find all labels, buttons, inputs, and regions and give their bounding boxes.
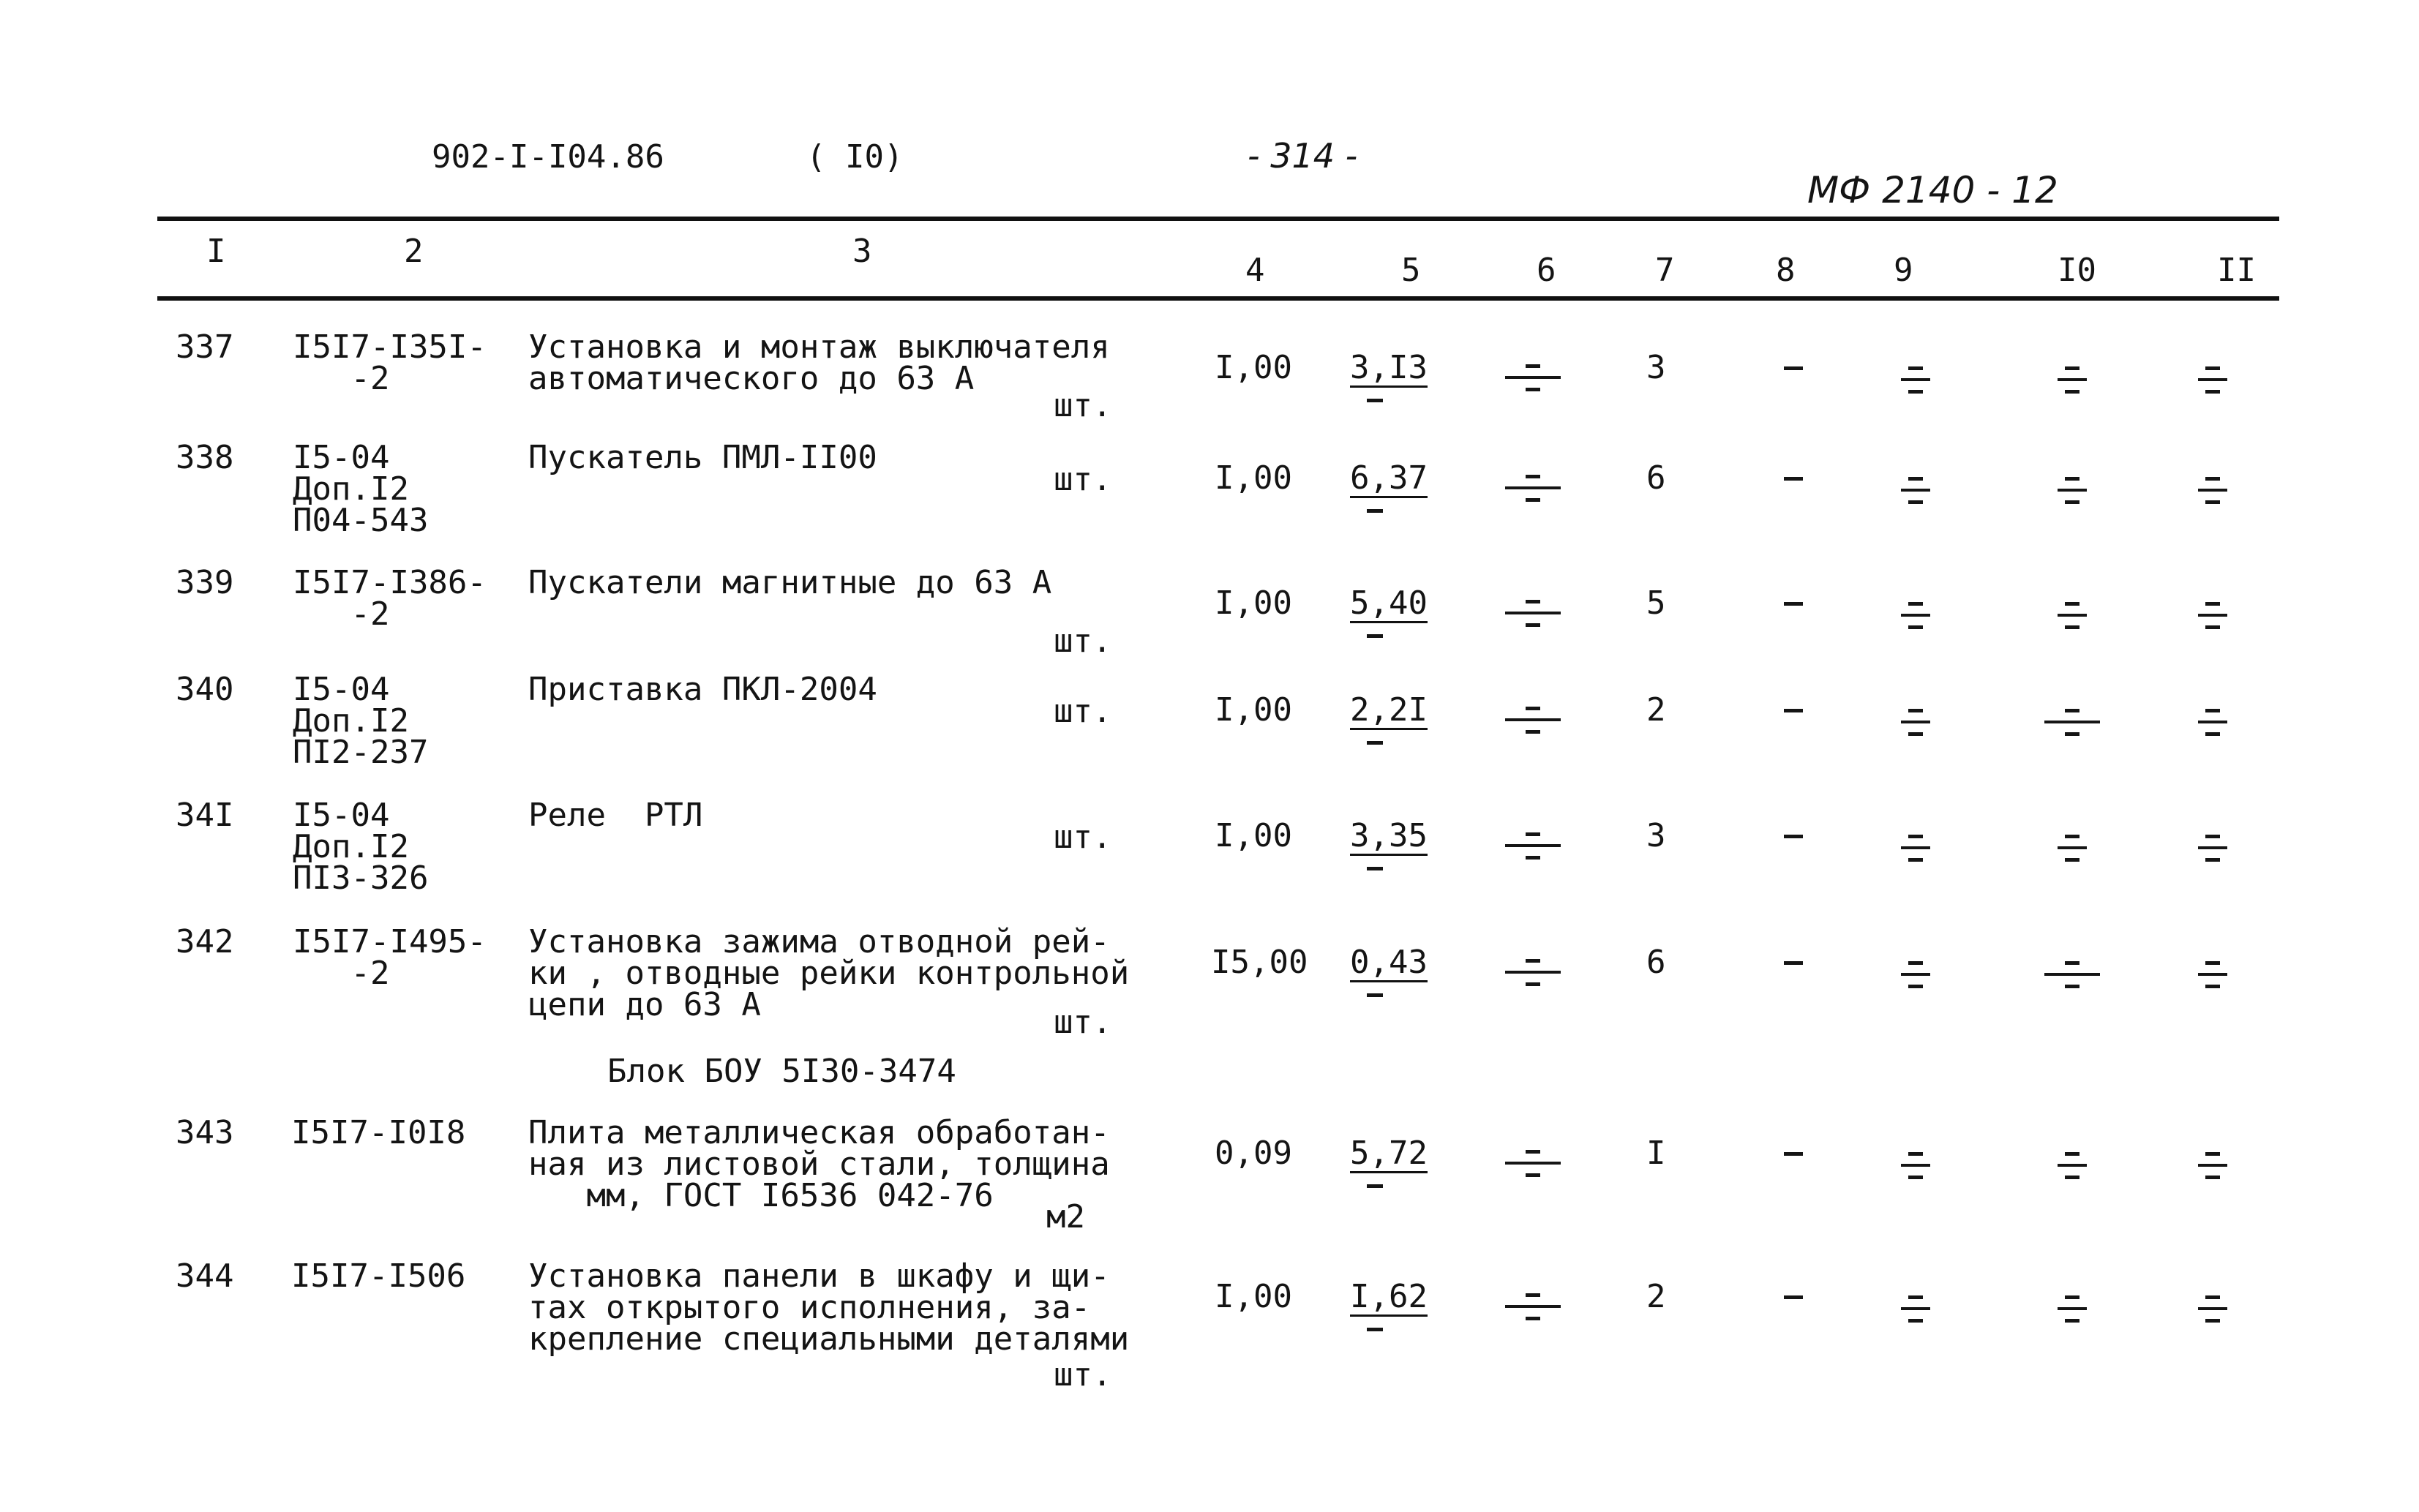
row-code: I5I7-I0I8 xyxy=(291,1114,466,1151)
row-unit: м2 xyxy=(1046,1198,1085,1235)
row-quantity: I,00 xyxy=(1215,459,1292,497)
fraction-mark xyxy=(2198,961,2227,990)
price-fraction-dash xyxy=(1367,741,1383,745)
row-description: цепи до 63 А xyxy=(528,986,761,1023)
column-header: 5 xyxy=(1401,252,1421,289)
row-description: крепление специальными деталями xyxy=(528,1320,1130,1358)
column-header: 2 xyxy=(404,233,424,270)
row-col7: 2 xyxy=(1646,1278,1666,1315)
fraction-mark xyxy=(2058,835,2087,864)
row-unit: шт. xyxy=(1054,387,1112,424)
fraction-mark xyxy=(2058,1295,2087,1325)
fraction-mark xyxy=(1901,1295,1930,1325)
row-price: 5,72 xyxy=(1350,1135,1428,1172)
row-code: I5-04 xyxy=(293,671,390,708)
row-code: I5I7-I495- xyxy=(293,923,487,960)
row-price: 6,37 xyxy=(1350,459,1428,497)
fraction-mark xyxy=(1518,1150,1548,1179)
row-number: 343 xyxy=(176,1114,234,1151)
row-description: Установка и монтаж выключателя xyxy=(528,328,1110,366)
price-fraction-dash xyxy=(1367,399,1383,402)
fraction-mark xyxy=(2058,961,2087,990)
price-fraction-dash xyxy=(1367,993,1383,997)
row-quantity: I,00 xyxy=(1215,691,1292,729)
row-code: Доп.I2 xyxy=(293,828,409,865)
column-header: 3 xyxy=(852,233,872,270)
row-code: I5I7-I506 xyxy=(291,1257,466,1295)
row-price: 0,43 xyxy=(1350,944,1428,981)
column-header: 9 xyxy=(1894,252,1913,289)
row-description: Пускатель ПМЛ-II00 xyxy=(528,439,877,476)
row-col8-dash xyxy=(1784,835,1803,838)
row-number: 340 xyxy=(176,671,234,708)
table-top-rule xyxy=(157,217,2279,221)
fraction-mark xyxy=(2198,477,2227,506)
handwritten-stamp: МФ 2140 - 12 xyxy=(1807,169,2058,211)
row-description: ки , отводные рейки контрольной xyxy=(528,955,1130,992)
row-quantity: 0,09 xyxy=(1215,1135,1292,1172)
row-code: -2 xyxy=(293,595,390,633)
price-fraction-dash xyxy=(1367,1184,1383,1188)
column-header: 7 xyxy=(1655,252,1675,289)
row-description: Реле РТЛ xyxy=(528,797,703,834)
row-number: 337 xyxy=(176,328,234,366)
price-fraction-dash xyxy=(1367,867,1383,870)
fraction-mark xyxy=(2198,1152,2227,1181)
row-number: 344 xyxy=(176,1257,234,1295)
fraction-mark xyxy=(2058,602,2087,631)
row-col7: 2 xyxy=(1646,691,1666,729)
row-col7: 3 xyxy=(1646,349,1666,386)
fraction-mark xyxy=(2198,709,2227,738)
price-fraction-dash xyxy=(1367,509,1383,513)
row-description: Установка панели в шкафу и щи- xyxy=(528,1257,1110,1295)
row-col7: 5 xyxy=(1646,584,1666,622)
document-code: 902-I-I04.86 xyxy=(432,138,664,176)
row-col8-dash xyxy=(1784,477,1803,481)
row-code: I5I7-I386- xyxy=(293,564,487,601)
fraction-mark xyxy=(1901,709,1930,738)
row-col7: 3 xyxy=(1646,817,1666,854)
fraction-mark xyxy=(1901,602,1930,631)
row-quantity: I,00 xyxy=(1215,349,1292,386)
row-code: I5I7-I35I- xyxy=(293,328,487,366)
row-unit: шт. xyxy=(1054,461,1112,498)
fraction-mark xyxy=(2198,835,2227,864)
row-col7: 6 xyxy=(1646,459,1666,497)
fraction-mark xyxy=(1518,364,1548,394)
row-quantity: I,00 xyxy=(1215,584,1292,622)
row-unit: шт. xyxy=(1054,1004,1112,1041)
row-number: 339 xyxy=(176,564,234,601)
row-description: тах открытого исполнения, за- xyxy=(528,1289,1091,1326)
row-code: I5-04 xyxy=(293,439,390,476)
price-fraction-dash xyxy=(1367,1328,1383,1331)
row-unit: шт. xyxy=(1054,623,1112,660)
row-number: 34I xyxy=(176,797,234,834)
row-description: Плита металлическая обработан- xyxy=(528,1114,1110,1151)
fraction-mark xyxy=(2058,1152,2087,1181)
fraction-mark xyxy=(2058,709,2087,738)
column-header: 8 xyxy=(1776,252,1796,289)
row-code: ПI2-237 xyxy=(293,734,429,771)
table-header-rule xyxy=(157,296,2279,301)
fraction-mark xyxy=(1518,600,1548,629)
fraction-mark xyxy=(1901,477,1930,506)
row-description: Пускатели магнитные до 63 А xyxy=(528,564,1052,601)
row-quantity: I5,00 xyxy=(1211,944,1308,981)
row-description: автоматического до 63 А xyxy=(528,360,975,397)
row-quantity: I,00 xyxy=(1215,1278,1292,1315)
row-code: -2 xyxy=(293,955,390,992)
row-price: 2,2I xyxy=(1350,691,1428,729)
fraction-mark xyxy=(2058,366,2087,396)
fraction-mark xyxy=(1901,835,1930,864)
fraction-mark xyxy=(2058,477,2087,506)
fraction-mark xyxy=(2198,602,2227,631)
row-price: 5,40 xyxy=(1350,584,1428,622)
fraction-mark xyxy=(1518,832,1548,862)
section-number: ( I0) xyxy=(806,138,904,176)
fraction-mark xyxy=(1518,959,1548,988)
row-description: Установка зажима отводной рей- xyxy=(528,923,1110,960)
row-code: ПI3-326 xyxy=(293,860,429,897)
row-code: Доп.I2 xyxy=(293,470,409,508)
row-unit: шт. xyxy=(1054,1356,1112,1393)
row-code: -2 xyxy=(293,360,390,397)
row-number: 342 xyxy=(176,923,234,960)
fraction-mark xyxy=(1518,707,1548,736)
column-header: 6 xyxy=(1537,252,1556,289)
row-code: I5-04 xyxy=(293,797,390,834)
row-col8-dash xyxy=(1784,366,1803,370)
column-header: 4 xyxy=(1245,252,1265,289)
row-number: 338 xyxy=(176,439,234,476)
row-price: 3,35 xyxy=(1350,817,1428,854)
row-col8-dash xyxy=(1784,961,1803,965)
row-quantity: I,00 xyxy=(1215,817,1292,854)
column-header: I xyxy=(206,233,226,270)
fraction-mark xyxy=(1518,475,1548,504)
block-title: Блок БОУ 5I30-3474 xyxy=(607,1053,956,1090)
row-code: Доп.I2 xyxy=(293,702,409,740)
fraction-mark xyxy=(1901,1152,1930,1181)
fraction-mark xyxy=(1901,366,1930,396)
row-col8-dash xyxy=(1784,602,1803,606)
column-header: I0 xyxy=(2058,252,2096,289)
column-header: II xyxy=(2217,252,2256,289)
row-col8-dash xyxy=(1784,1152,1803,1156)
row-description: Приставка ПКЛ-2004 xyxy=(528,671,877,708)
fraction-mark xyxy=(1901,961,1930,990)
fraction-mark xyxy=(2198,366,2227,396)
row-description: мм, ГОСТ I6536 042-76 xyxy=(528,1177,994,1214)
row-unit: шт. xyxy=(1054,693,1112,730)
row-col8-dash xyxy=(1784,1295,1803,1299)
price-fraction-dash xyxy=(1367,634,1383,638)
fraction-mark xyxy=(1518,1293,1548,1323)
row-col7: I xyxy=(1646,1135,1666,1172)
row-price: 3,I3 xyxy=(1350,349,1428,386)
row-unit: шт. xyxy=(1054,819,1112,856)
fraction-mark xyxy=(2198,1295,2227,1325)
page-number: - 314 - xyxy=(1248,136,1358,176)
row-col8-dash xyxy=(1784,709,1803,712)
row-code: П04-543 xyxy=(293,502,429,539)
row-description: ная из листовой стали, толщина xyxy=(528,1146,1110,1183)
row-col7: 6 xyxy=(1646,944,1666,981)
row-price: I,62 xyxy=(1350,1278,1428,1315)
